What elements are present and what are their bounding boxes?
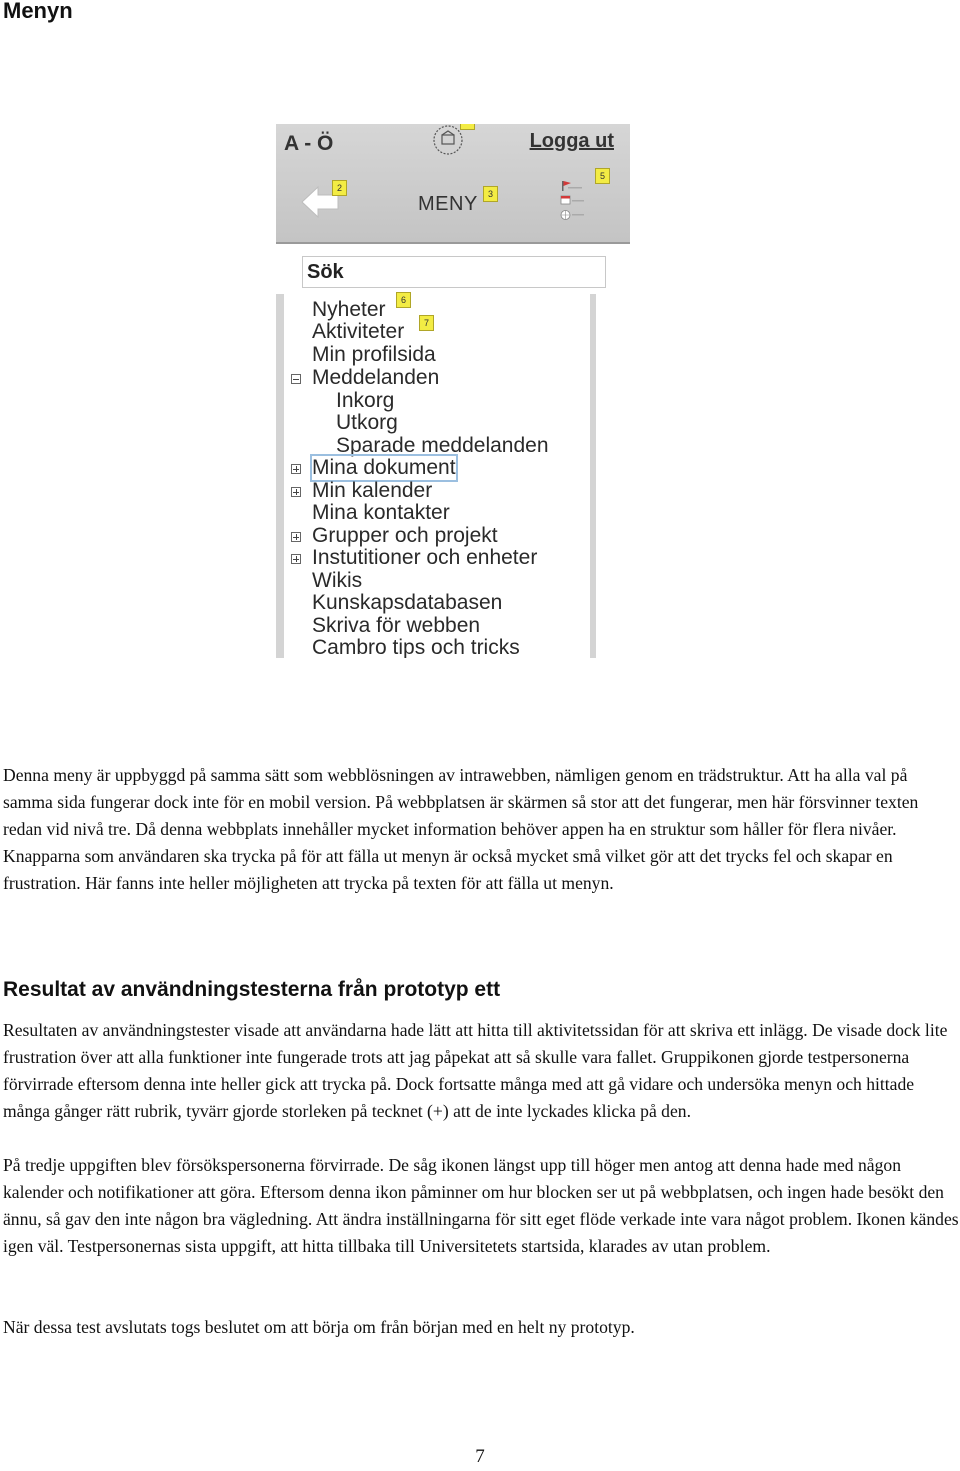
annotation-badge: 5 (595, 168, 610, 184)
expand-toggle-icon[interactable] (291, 532, 301, 542)
body-paragraph: På tredje uppgiften blev försökspersonerna förvirrade. De såg ikonen längst upp till höger men antog att denna hade med någon kalender och notifikationer att göra. Eftersom denna ikon påminner om hur blocken ser ut på webbplatsen, och ingen hade besökt den ännu, så gav den inte någon bra vägledning. Att ändra inställningarna för sitt eget flöde verkade inte vara något problem. Ikonen kändes igen väl. Testpersonernas sista uppgift, att hitta tillbaka till Universitetets startsida, klarades av utan problem. (3, 1155, 959, 1256)
app-topbar (276, 124, 630, 244)
menu-item-cambro-tips[interactable]: Cambro tips och tricks (312, 636, 520, 658)
app-screenshot (276, 124, 630, 658)
flag-icon (562, 181, 582, 191)
menu-title[interactable]: MENY (418, 193, 478, 215)
menu-item-skriva-for-webben[interactable]: Skriva för webben (312, 614, 481, 637)
menu-item-nyheter[interactable]: Nyheter (312, 298, 386, 321)
search-input[interactable]: Sök (302, 256, 606, 288)
body-paragraph: Denna meny är uppbyggd på samma sätt som webblösningen av intrawebben, nämligen genom en trädstruktur. Att ha alla val på samma sida fungerar dock inte för en mobil version. På webbplatsen är skärmen så stor att det fungerar, men här försvinner texten redan vid nivå tre. Då denna webbplats innehåller mycket information behöver appen ha en struktur som håller för flera nivåer. Knapparna som användaren ska trycka på för att fälla ut menyn är också mycket små vilket gör att det trycks fel och skapar en frustration. Här fanns inte heller möjligheten att trycka på texten för att fälla ut menyn. (3, 765, 919, 893)
globe-icon (561, 211, 584, 220)
menu-item-min-kalender[interactable]: Min kalender (312, 479, 433, 502)
body-paragraph: När dessa test avslutats togs beslutet om att börja om från början med en helt ny prototyp. (3, 1317, 635, 1337)
calendar-icon (561, 196, 584, 204)
body-paragraph: Resultaten av användningstester visade att användarna hade lätt att hitta till aktivitetssidan för att skriva ett inlägg. De visade dock lite frustration över att alla funktioner inte fungerade trots att jag påpekat att så skulle vara fallet. Gruppikonen gjorde testpersonerna förvirrade eftersom denna inte heller gick att trycka på. Dock fortsatte många med att gå vidare och undersöka menyn och hittade många gånger rätt rubrik, tyvärr gjorde storleken på tecknet (+) att de inte lyckades klicka på den. (3, 1020, 948, 1121)
page-number: 7 (475, 1446, 485, 1467)
section-title: Menyn (3, 0, 73, 23)
annotation-badge (460, 124, 475, 130)
expand-toggle-icon[interactable] (291, 487, 301, 497)
menu-item-mina-kontakter[interactable]: Mina kontakter (312, 501, 450, 524)
annotation-badge: 3 (483, 186, 498, 202)
menu-item-utkorg[interactable]: Utkorg (336, 411, 398, 434)
collapse-toggle-icon[interactable] (291, 374, 301, 384)
annotation-badge: 7 (419, 315, 434, 331)
menu-item-grupper-och-projekt[interactable]: Grupper och projekt (312, 524, 498, 547)
menu-item-min-profilsida[interactable]: Min profilsida (312, 343, 436, 366)
menu-item-institutioner[interactable]: Instutitioner och enheter (312, 546, 538, 569)
expand-toggle-icon[interactable] (291, 554, 301, 564)
menu-item-aktiviteter[interactable]: Aktiviteter (312, 320, 405, 343)
logout-link[interactable]: Logga ut (529, 130, 614, 152)
notification-icons[interactable] (560, 178, 586, 226)
results-heading: Resultat av användningstesterna från prototyp ett (3, 978, 501, 1001)
menu-item-mina-dokument[interactable]: Mina dokument (312, 456, 456, 479)
annotation-badge: 2 (332, 180, 347, 196)
menu-item-wikis[interactable]: Wikis (312, 569, 363, 592)
annotation-badge: 6 (396, 292, 411, 308)
menu-item-sparade-meddelanden[interactable]: Sparade meddelanden (336, 434, 549, 457)
menu-item-kunskapsdatabasen[interactable]: Kunskapsdatabasen (312, 591, 503, 614)
a-o-index-button[interactable]: A - Ö (284, 132, 334, 155)
menu-item-meddelanden[interactable]: Meddelanden (312, 366, 440, 389)
menu-item-inkorg[interactable]: Inkorg (336, 389, 395, 412)
expand-toggle-icon[interactable] (291, 464, 301, 474)
